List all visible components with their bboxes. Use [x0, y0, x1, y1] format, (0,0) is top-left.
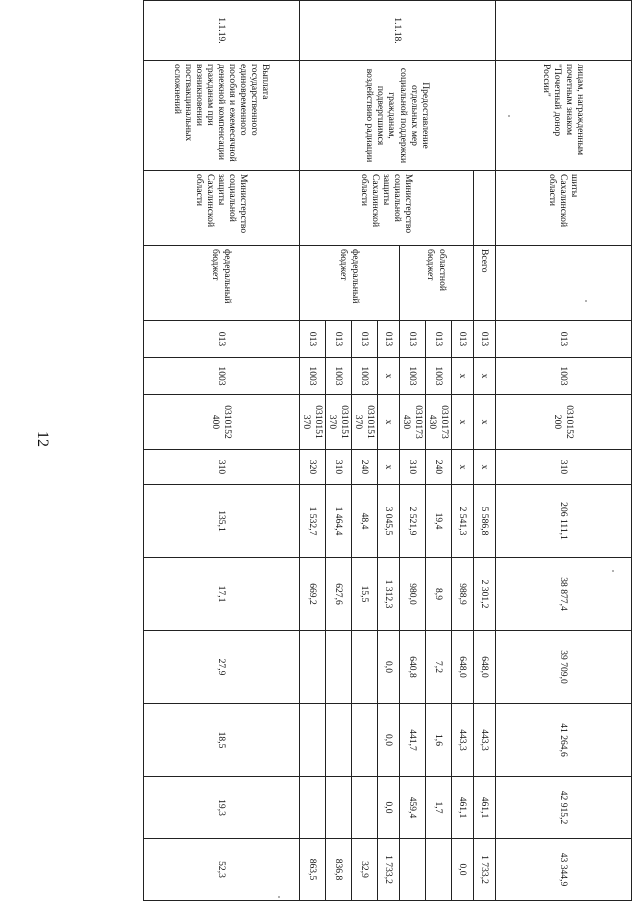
year-value: 461,1	[474, 777, 496, 839]
year-value: 640,8	[400, 631, 426, 704]
year-value	[352, 631, 378, 704]
grbs-code: 013	[300, 321, 326, 358]
vr-code: 310	[400, 450, 426, 485]
total-value: 1 532,7	[300, 485, 326, 558]
table-row	[144, 1, 300, 901]
year-value	[300, 777, 326, 839]
csr-code: 0310173 430	[426, 395, 452, 450]
year-value	[400, 839, 426, 901]
year-value: 669,2	[300, 558, 326, 631]
vr-code: 240	[352, 450, 378, 485]
row-number: 1.1.18.	[300, 1, 496, 61]
csr-code: 0310151 370	[352, 395, 378, 450]
vr-code: 310	[326, 450, 352, 485]
year-value: 0,0	[378, 631, 400, 704]
year-value: 2 301,2	[474, 558, 496, 631]
year-value	[326, 777, 352, 839]
executor: Министерство социальной защиты Сахалинской области	[300, 171, 474, 246]
year-value: 42 915,2	[496, 777, 632, 839]
year-value	[300, 631, 326, 704]
year-value: 38 877,4	[496, 558, 632, 631]
grbs-code: 013	[352, 321, 378, 358]
measure-name: лицам, награжденным почетным знаком "Почетный донор России"	[496, 61, 632, 171]
year-value	[426, 839, 452, 901]
grbs-code: 013	[426, 321, 452, 358]
total-value: 2 541,3	[452, 485, 474, 558]
csr-code: 0310151 370	[300, 395, 326, 450]
total-value: 3 045,5	[378, 485, 400, 558]
year-value: 988,9	[452, 558, 474, 631]
year-value	[352, 777, 378, 839]
csr-code: х	[474, 395, 496, 450]
vr-code: 310	[144, 450, 300, 485]
year-value: 443,3	[474, 704, 496, 777]
measure-name: Предоставление отдельных мер социальной поддержки гражданам, подвергшимся воздействию радиации	[300, 61, 496, 171]
year-value: 1 312,3	[378, 558, 400, 631]
year-value	[352, 704, 378, 777]
vr-code: 320	[300, 450, 326, 485]
total-value: 206 111,1	[496, 485, 632, 558]
csr-code: 0310152 200	[496, 395, 632, 450]
executor: Министерство социальной защиты Сахалинской области	[144, 171, 300, 246]
grbs-code: 013	[144, 321, 300, 358]
budget-table	[143, 0, 632, 901]
total-value: 2 521,9	[400, 485, 426, 558]
grbs-code: 013	[326, 321, 352, 358]
year-value: 0,0	[452, 839, 474, 901]
year-value: 43 344,9	[496, 839, 632, 901]
row-number	[496, 1, 632, 61]
vr-code: х	[474, 450, 496, 485]
year-value: 461,1	[452, 777, 474, 839]
year-value: 27,9	[144, 631, 300, 704]
year-value: 7,2	[426, 631, 452, 704]
total-value: 135,1	[144, 485, 300, 558]
year-value: 0,0	[378, 777, 400, 839]
year-value: 15,5	[352, 558, 378, 631]
grbs-code: 013	[474, 321, 496, 358]
year-value: 1 733,2	[474, 839, 496, 901]
rzpr-code: 1003	[144, 358, 300, 395]
funding-source	[496, 246, 632, 321]
year-value: 0,0	[378, 704, 400, 777]
year-value: 980,0	[400, 558, 426, 631]
total-value: 1 464,4	[326, 485, 352, 558]
rzpr-code: 1003	[496, 358, 632, 395]
year-value: 1,6	[426, 704, 452, 777]
year-value: 863,5	[300, 839, 326, 901]
year-value: 8,9	[426, 558, 452, 631]
executor	[474, 171, 496, 246]
year-value: 443,3	[452, 704, 474, 777]
year-value: 441,7	[400, 704, 426, 777]
year-value: 836,8	[326, 839, 352, 901]
total-value: 48,4	[352, 485, 378, 558]
table-row	[474, 1, 496, 901]
year-value	[300, 704, 326, 777]
csr-code: 0310173 430	[400, 395, 426, 450]
executor: шиты Сахалинской области	[496, 171, 632, 246]
year-value: 1 733,2	[378, 839, 400, 901]
vr-code: 310	[496, 450, 632, 485]
csr-code: х	[452, 395, 474, 450]
funding-source: федеральный бюджет	[300, 246, 400, 321]
total-value: 19,4	[426, 485, 452, 558]
table-row	[496, 1, 632, 901]
csr-code: х	[378, 395, 400, 450]
year-value: 17,1	[144, 558, 300, 631]
rzpr-code: 1003	[300, 358, 326, 395]
grbs-code: 013	[496, 321, 632, 358]
rzpr-code: х	[452, 358, 474, 395]
vr-code: 240	[426, 450, 452, 485]
measure-name: Выплата государственного единовременного пособия и ежемесячной денежной компенсации гражданам при возникновении поствакцинальных осложнений	[144, 61, 300, 171]
funding-source: федеральный бюджет	[144, 246, 300, 321]
funding-source: областной бюджет	[400, 246, 474, 321]
page-number: 12	[34, 431, 51, 447]
grbs-code: 013	[452, 321, 474, 358]
grbs-code: 013	[400, 321, 426, 358]
rzpr-code: х	[474, 358, 496, 395]
csr-code: 0310152 400	[144, 395, 300, 450]
rzpr-code: 1003	[400, 358, 426, 395]
year-value: 18,5	[144, 704, 300, 777]
year-value: 32,9	[352, 839, 378, 901]
vr-code: х	[378, 450, 400, 485]
rzpr-code: 1003	[426, 358, 452, 395]
year-value	[326, 631, 352, 704]
rotated-table-container	[142, 0, 632, 900]
total-value: 5 586,8	[474, 485, 496, 558]
rzpr-code: 1003	[352, 358, 378, 395]
year-value: 52,3	[144, 839, 300, 901]
year-value: 39 709,0	[496, 631, 632, 704]
year-value: 627,6	[326, 558, 352, 631]
year-value: 459,4	[400, 777, 426, 839]
year-value: 19,3	[144, 777, 300, 839]
rzpr-code: х	[378, 358, 400, 395]
grbs-code: 013	[378, 321, 400, 358]
year-value: 41 264,6	[496, 704, 632, 777]
csr-code: 0310151 370	[326, 395, 352, 450]
year-value: 648,0	[474, 631, 496, 704]
rzpr-code: 1003	[326, 358, 352, 395]
year-value	[326, 704, 352, 777]
year-value: 648,0	[452, 631, 474, 704]
vr-code: х	[452, 450, 474, 485]
funding-source: Всего	[474, 246, 496, 321]
year-value: 1,7	[426, 777, 452, 839]
row-number: 1.1.19.	[144, 1, 300, 61]
